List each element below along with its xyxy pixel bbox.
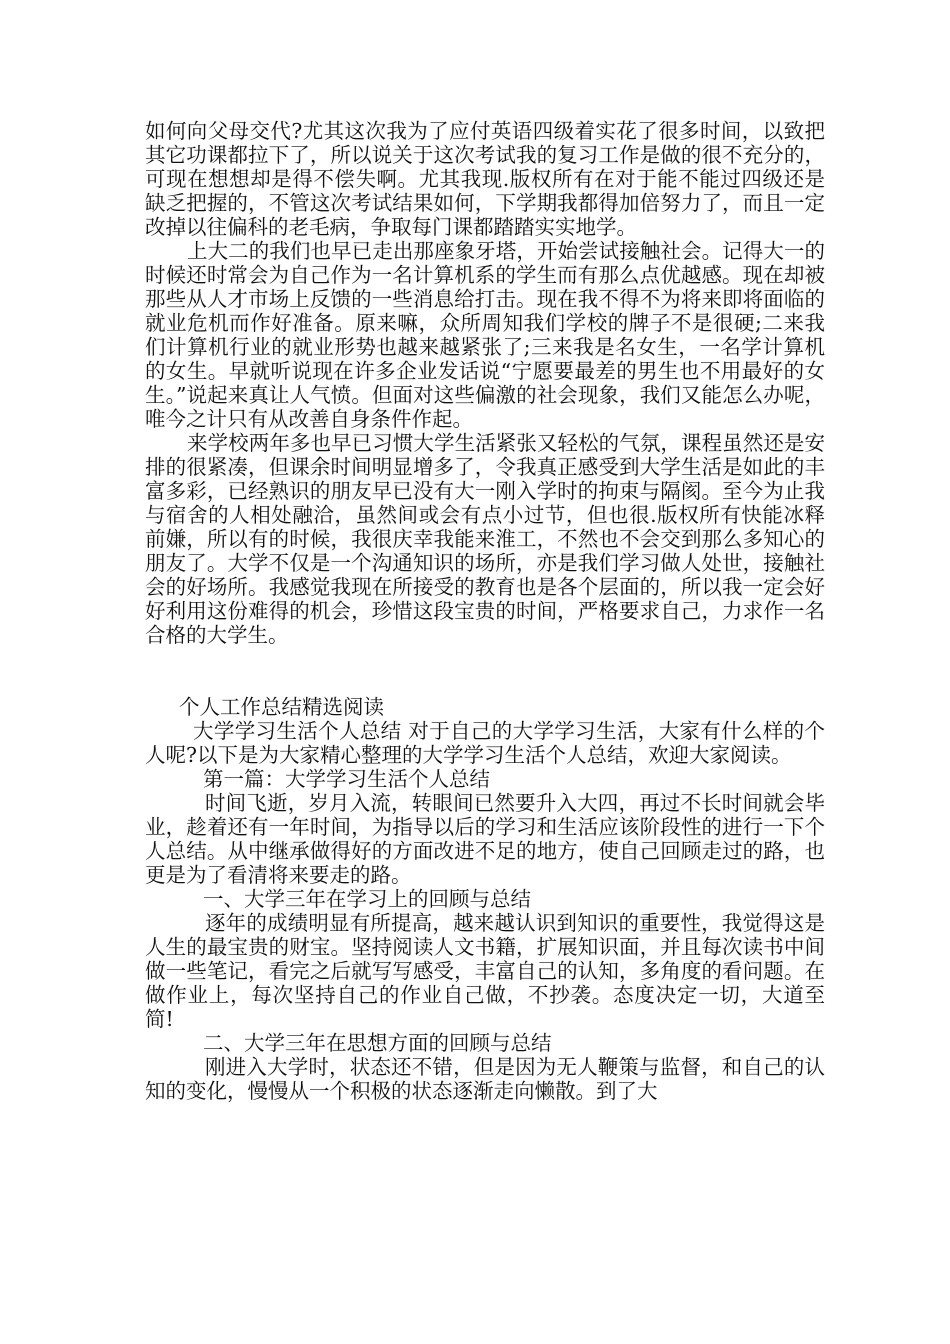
sub1-title: 一、大学三年在学习上的回顾与总结 (203, 887, 531, 911)
part1-title: 第一篇：大学学习生活个人总结 (203, 767, 490, 791)
sub1-body: 逐年的成绩明显有所提高，越来越认识到知识的重要性，我觉得这是人生的最宝贵的财宝。坚持阅读人文书籍，扩展知识面，并且每次读书中间做一些笔记，看完之后就写写感受，丰富自己的认知，多角度的看问题。在做作业上，每次坚持自己的作业自己做，不抄袭。态度决定一切，大道至简! (145, 911, 825, 1031)
paragraph-2: 上大二的我们也早已走出那座象牙塔，开始尝试接触社会。记得大一的时候还时常会为自己作为一名计算机系的学生而有那么点优越感。现在却被那些从人才市场上反馈的一些消息给打击。现在我不得不为将来即将面临的就业危机而作好准备。原来嘛，众所周知我们学校的牌子不是很硬;二来我们计算机行业的就业形势也越来越紧张了;三来我是名女生，一名学计算机的女生。早就听说现在许多企业发话说“宁愿要最差的男生也不用最好的女生。”说起来真让人气愤。但面对这些偏激的社会现象，我们又能怎么办呢，唯今之计只有从改善自身条件作起。 (145, 239, 825, 431)
paragraph-1: 如何向父母交代?尤其这次我为了应付英语四级着实花了很多时间，以致把其它功课都拉下了，所以说关于这次考试我的复习工作是做的很不充分的，可现在想想却是得不偿失啊。尤其我现.版权所有在对于能不能过四级还是缺乏把握的，不管这次考试结果如何，下学期我都得加倍努力了，而且一定改掉以往偏科的老毛病，争取每门课都踏踏实实地学。 (145, 119, 825, 239)
part1-body: 时间飞逝，岁月入流，转眼间已然要升入大四，再过不长时间就会毕业，趁着还有一年时间，为指导以后的学习和生活应该阶段性的进行一下个人总结。从中继承做得好的方面改进不足的地方，使自己回顾走过的路，也更是为了看清将来要走的路。 (145, 791, 825, 887)
sub2-body: 刚进入大学时，状态还不错，但是因为无人鞭策与监督，和自己的认知的变化，慢慢从一个积极的状态逐渐走向懒散。到了大 (145, 1055, 825, 1103)
paragraph-3: 来学校两年多也早已习惯大学生活紧张又轻松的气氛，课程虽然还是安排的很紧凑，但课余时间明显增多了，令我真正感受到大学生活是如此的丰富多彩，已经熟识的朋友早已没有大一刚入学时的拘束与隔阂。至今为止我与宿舍的人相处融洽，虽然间或会有点小过节，但也很.版权所有快能冰释前嫌，所以有的时候，我很庆幸我能来淮工，不然也不会交到那么多知心的朋友了。大学不仅是一个沟通知识的场所，亦是我们学习做人处世，接触社会的好场所。我感觉我现在所接受的教育也是各个层面的，所以我一定会好好利用这份难得的机会，珍惜这段宝贵的时间，严格要求自己，力求作一名合格的大学生。 (145, 431, 825, 647)
blank-line (145, 647, 825, 695)
document-body (145, 119, 825, 1103)
section-heading: 个人工作总结精选阅读 (179, 695, 384, 719)
intro-paragraph: 大学学习生活个人总结 对于自己的大学学习生活，大家有什么样的个人呢?以下是为大家精心整理的大学学习生活个人总结，欢迎大家阅读。 (145, 719, 825, 767)
sub2-title: 二、大学三年在思想方面的回顾与总结 (203, 1031, 552, 1055)
